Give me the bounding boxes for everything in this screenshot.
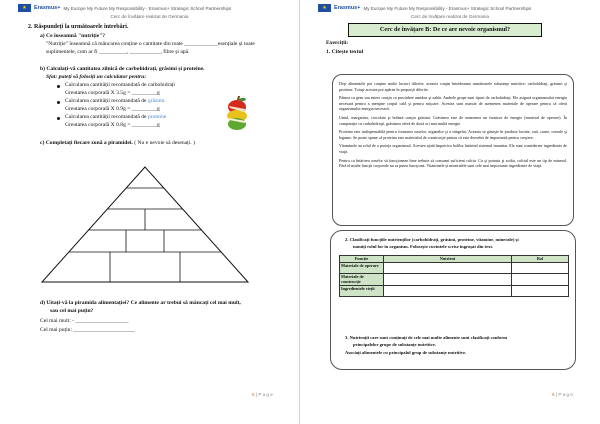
qa-line-2: suplimentele, cum ar fi __________, ___________, fibre și apă. <box>46 49 190 55</box>
task2-line-2: numiți rolul lor în organism. Folosește cuvintele scrise îngroșat din text. <box>353 244 494 249</box>
qb-label: b) Calculați-vă cantitatea zilnică de carbohidrați, grăsimi și proteine. <box>40 66 205 72</box>
food-pyramid[interactable] <box>40 165 250 285</box>
learning-circle-title: Cerc de învățare B: De ce are nevoie organismul? <box>348 23 542 37</box>
table-header-row <box>340 256 569 263</box>
row-label: Ingredientele vieții <box>340 285 384 296</box>
task-box <box>330 230 576 370</box>
column-header-nutrient: Nutrient <box>384 256 512 263</box>
read-instruction: 1. Citește textul <box>326 49 364 55</box>
paragraph-1: Deşi alimentele pot conţine multe lucruri diferite, acestea conţin întotdeauna următoarele substanţe nutritive: carbohidraţi, grăsimi şi proteine. Totuşi acestea pot apărea în proporţii diferite. <box>339 81 567 92</box>
header-text: My Europe My Future My Responsibility - Erasmus+ Strategic School Partnerships <box>363 5 532 11</box>
eu-flag-icon: ★ <box>318 4 331 12</box>
nutrient-cell[interactable] <box>384 274 512 286</box>
qa-label: a) Ce înseamnă "nutriție"? <box>40 33 106 39</box>
paragraph-2: Păinea cu gem sau miere conţin cu precădere amidon şi zahăr. Ambele grupe sunt tipuri de carbohidraţi. Ele asigură organismului energia necesară pentru a menţine corpul cald şi pentru mişcare. Acestea sunt numite de asemenea materiale de operare pentru că oferă organismului energia necesară. <box>339 95 567 112</box>
task3-line-3: Asociați alimentele cu principalul grup de substanțe nutritive. <box>345 350 467 355</box>
role-cell[interactable] <box>512 274 569 286</box>
nutrient-cell[interactable] <box>384 285 512 296</box>
page-footer: 6 | P a g e <box>552 392 573 397</box>
paragraph-4: Proteina este indispensabilă pentru formarea oaselor, organelor şi a sângelui. Aceasta se găseşte în produse lactate, ouă, carne, cereale şi legume. Se poate spune că proteina este materialul de construcţie pentru că este deosebit de importantă pentru creştere. <box>339 129 567 140</box>
qa-line-1: "Nutriție" înseamnă că mâncarea conține o cantitate din toate ____________esențiale și toate <box>46 41 255 47</box>
bullet-2-label: Calcularea cantității recomandată de grăsimi <box>65 98 165 104</box>
task3-line-2: principalelor grupe de substanțe nutritive. <box>353 342 436 347</box>
qb-tip: Sfat: puteți să folosiți un calculator pentru: <box>46 74 147 80</box>
nutrient-cell[interactable] <box>384 263 512 274</box>
table-row <box>340 285 569 296</box>
exercise-heading: Exerciții: <box>326 40 349 46</box>
paragraph-5: Vitaminele au rolul de a proteja organismul. Acestea ajută împotriva bolilor întărind sistemul imunitar. Ele sunt considerate ingrediente de viaţă. <box>339 143 567 154</box>
bullet-3-label: Calcularea cantității recomandată de proteine <box>65 114 167 120</box>
bullet-dot <box>57 101 60 104</box>
q2-title: 2. Răspundeți la următoarele întrebări. <box>28 24 129 30</box>
table-row <box>340 274 569 286</box>
paragraph-3: Untul, margarina, ciocolata şi brânză conţin grăsimi. Grăsimea este de asemenea un furnizor de energie (material de operare). În comparaţie cu carbohidraţii, grăsimea oferă de două ori mai multă energie. <box>339 114 567 126</box>
fruit-image <box>224 96 250 132</box>
row-label: Materiale de construcție <box>340 274 384 286</box>
page-header <box>18 4 289 12</box>
page-footer: 5 | P a g e <box>252 392 273 397</box>
page-header <box>318 4 590 12</box>
bullet-2-formula: Greutatea corporală X 0.9g = _________g <box>65 106 160 112</box>
reading-text-box <box>332 74 574 226</box>
table-row <box>340 263 569 274</box>
erasmus-logo: Erasmus+ <box>334 5 361 11</box>
bullet-1-label: Calcularea cantității recomandată de carbohidrați <box>65 82 175 88</box>
bullet-dot <box>57 117 60 120</box>
qc-label: c) Completați fiecare zonă a piramidei. ( Nu e nevoie să desenați. ) <box>40 140 195 146</box>
eu-flag-icon: ★ <box>18 4 31 12</box>
column-header-function: Funcție <box>340 256 384 263</box>
qd-line-1: d) Uitați-vă la piramida alimentației? Ce alimente ar trebui să mâncați cel mai mult, <box>40 300 241 306</box>
task3-line-1: 3. Nutrienții care sunt conținuți de cele mai multe alimente sunt clasificați conform <box>345 335 508 340</box>
column-header-role: Rol <box>512 256 569 263</box>
header-subtitle: Cerc de învățare realizat de Germania <box>110 14 189 19</box>
functions-table <box>339 255 569 297</box>
document-page-right <box>300 0 600 424</box>
bullet-1-formula: Greutatea corporală X 3.5g = _________g <box>65 90 160 96</box>
task2-line-1: 2. Clasificați funcțiile nutrienților (carbohidrați, grăsimi, proteine, vitamine, minerale) și <box>345 237 519 242</box>
row-label: Materiale de operare <box>340 263 384 274</box>
most-answer[interactable]: Cel mai mult: - ___________________ <box>40 318 129 324</box>
role-cell[interactable] <box>512 263 569 274</box>
paragraph-6: Pentru ca întărirea oaselor să funcţioneze bine trebuie să consumi suficient calciu. Cu şi potasiu şi sodiu, calciul este un tip de mineral. Fără el multe funcţii corporale nu ar putea funcţiona. Vitaminele şi mineralele sunt cele mai importante ingrediente de viaţă. <box>339 157 567 169</box>
least-answer[interactable]: Cel mai puțin: ______________________ <box>40 327 135 333</box>
bullet-dot <box>57 85 60 88</box>
header-subtitle: Cerc de învățare realizat de Germania <box>411 14 489 19</box>
qd-line-2: sau cel mai puțin? <box>50 308 94 314</box>
erasmus-logo: Erasmus+ <box>34 5 61 11</box>
header-text: My Europe My Future My Responsibility - Erasmus+ Strategic School Partnerships <box>63 5 232 11</box>
bullet-3-formula: Greutatea corporală X 0.8g = _________g <box>65 122 160 128</box>
role-cell[interactable] <box>512 285 569 296</box>
